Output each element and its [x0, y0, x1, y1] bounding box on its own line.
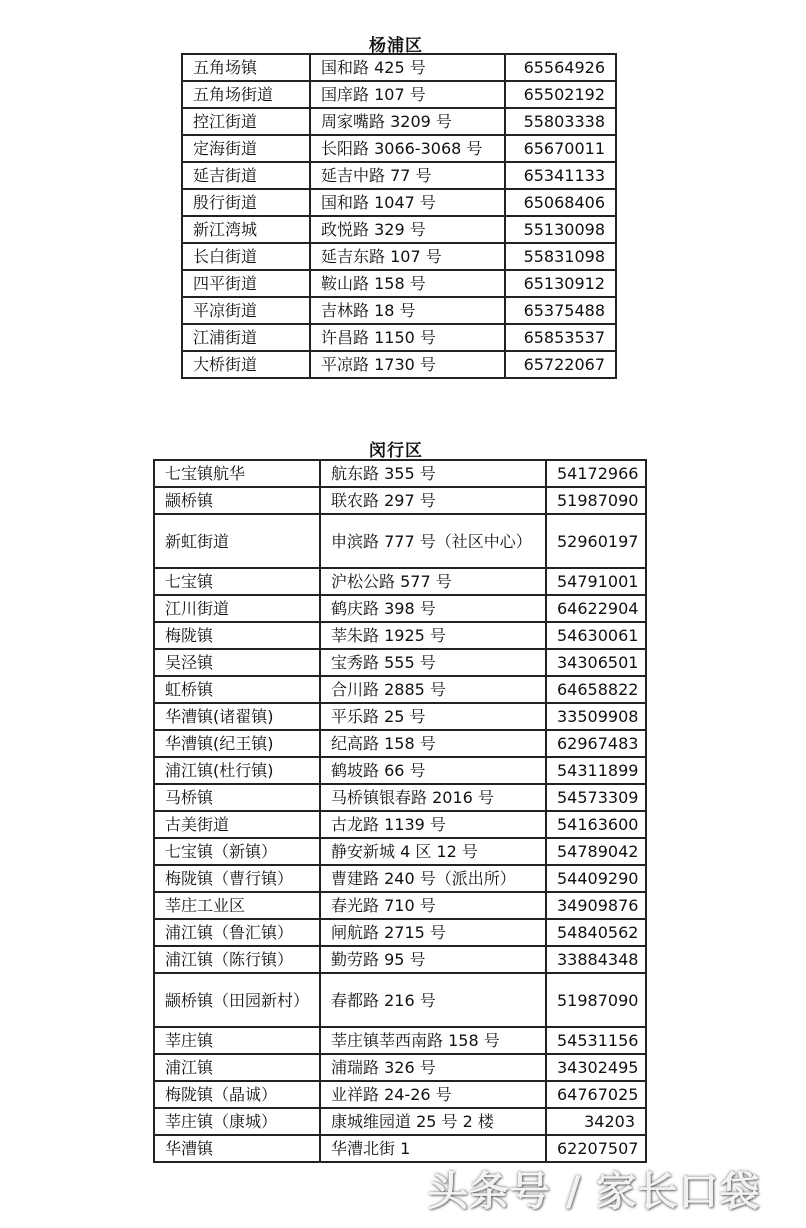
table-row: [182, 135, 616, 162]
name-cell: 七宝镇: [154, 568, 320, 595]
phone-cell: 65502192: [505, 81, 616, 108]
phone-cell: 54840562: [546, 919, 646, 946]
name-cell: 马桥镇: [154, 784, 320, 811]
address-cell: 平凉路 1730 号: [310, 351, 505, 378]
address-cell: 康城维园道 25 号 2 楼: [320, 1108, 546, 1135]
phone-cell: 55831098: [505, 243, 616, 270]
name-cell: 五角场镇: [182, 54, 310, 81]
phone-cell: 54172966: [546, 460, 646, 487]
address-cell: 沪松公路 577 号: [320, 568, 546, 595]
address-cell: 国庠路 107 号: [310, 81, 505, 108]
name-cell: 莘庄镇: [154, 1027, 320, 1054]
table-row: [182, 243, 616, 270]
address-cell: 莘庄镇莘西南路 158 号: [320, 1027, 546, 1054]
table-row: [154, 1081, 646, 1108]
address-cell: 平乐路 25 号: [320, 703, 546, 730]
phone-cell: 54573309: [546, 784, 646, 811]
table-row: [182, 216, 616, 243]
name-cell: 梅陇镇: [154, 622, 320, 649]
table-row: [154, 487, 646, 514]
yangpu-table: [181, 53, 617, 379]
name-cell: 华漕镇: [154, 1135, 320, 1162]
phone-cell: 34306501: [546, 649, 646, 676]
name-cell: 新虹街道: [154, 514, 320, 568]
watermark: 头条号 / 家长口袋: [428, 1169, 761, 1215]
table-row: [154, 595, 646, 622]
name-cell: 华漕镇(诸翟镇): [154, 703, 320, 730]
table-row: [182, 324, 616, 351]
phone-cell: 64622904: [546, 595, 646, 622]
name-cell: 梅陇镇（曹行镇）: [154, 865, 320, 892]
address-cell: 马桥镇银春路 2016 号: [320, 784, 546, 811]
name-cell: 浦江镇（鲁汇镇）: [154, 919, 320, 946]
address-cell: 勤劳路 95 号: [320, 946, 546, 973]
name-cell: 莘庄工业区: [154, 892, 320, 919]
table-row: [154, 703, 646, 730]
name-cell: 七宝镇航华: [154, 460, 320, 487]
table-row: [182, 108, 616, 135]
phone-cell: 54791001: [546, 568, 646, 595]
name-cell: 新江湾城: [182, 216, 310, 243]
phone-cell: 54163600: [546, 811, 646, 838]
table-row: [154, 1108, 646, 1135]
address-cell: 古龙路 1139 号: [320, 811, 546, 838]
address-cell: 政悦路 329 号: [310, 216, 505, 243]
table-row: [154, 811, 646, 838]
name-cell: 七宝镇（新镇）: [154, 838, 320, 865]
minhang-table: [153, 459, 647, 1163]
name-cell: 颛桥镇: [154, 487, 320, 514]
address-cell: 延吉东路 107 号: [310, 243, 505, 270]
table-row: [182, 162, 616, 189]
table-row: [154, 757, 646, 784]
address-cell: 鹤坡路 66 号: [320, 757, 546, 784]
address-cell: 华漕北街 1: [320, 1135, 546, 1162]
phone-cell: 34302495: [546, 1054, 646, 1081]
name-cell: 定海街道: [182, 135, 310, 162]
phone-cell: 54789042: [546, 838, 646, 865]
table-row: [154, 514, 646, 568]
address-cell: 延吉中路 77 号: [310, 162, 505, 189]
phone-cell: 54630061: [546, 622, 646, 649]
address-cell: 春都路 216 号: [320, 973, 546, 1027]
address-cell: 国和路 425 号: [310, 54, 505, 81]
address-cell: 长阳路 3066-3068 号: [310, 135, 505, 162]
name-cell: 江浦街道: [182, 324, 310, 351]
table-row: [154, 649, 646, 676]
name-cell: 华漕镇(纪王镇): [154, 730, 320, 757]
name-cell: 浦江镇: [154, 1054, 320, 1081]
phone-cell: 65068406: [505, 189, 616, 216]
phone-cell: 65564926: [505, 54, 616, 81]
phone-cell: 54311899: [546, 757, 646, 784]
name-cell: 长白街道: [182, 243, 310, 270]
name-cell: 大桥街道: [182, 351, 310, 378]
table-row: [154, 973, 646, 1027]
name-cell: 梅陇镇（晶诚）: [154, 1081, 320, 1108]
address-cell: 合川路 2885 号: [320, 676, 546, 703]
phone-cell: 33884348: [546, 946, 646, 973]
name-cell: 吴泾镇: [154, 649, 320, 676]
table-row: [154, 946, 646, 973]
phone-cell: 65722067: [505, 351, 616, 378]
phone-cell: 51987090: [546, 973, 646, 1027]
minhang-title: 闵行区: [369, 441, 423, 461]
address-cell: 春光路 710 号: [320, 892, 546, 919]
phone-cell: 55130098: [505, 216, 616, 243]
table-row: [154, 622, 646, 649]
phone-cell: 65853537: [505, 324, 616, 351]
phone-cell: 62207507: [546, 1135, 646, 1162]
table-row: [154, 865, 646, 892]
name-cell: 浦江镇（陈行镇）: [154, 946, 320, 973]
name-cell: 江川街道: [154, 595, 320, 622]
table-row: [154, 784, 646, 811]
address-cell: 纪高路 158 号: [320, 730, 546, 757]
address-cell: 静安新城 4 区 12 号: [320, 838, 546, 865]
phone-cell: 52960197: [546, 514, 646, 568]
phone-cell: 55803338: [505, 108, 616, 135]
address-cell: 周家嘴路 3209 号: [310, 108, 505, 135]
table-row: [182, 270, 616, 297]
address-cell: 闸航路 2715 号: [320, 919, 546, 946]
name-cell: 五角场街道: [182, 81, 310, 108]
address-cell: 许昌路 1150 号: [310, 324, 505, 351]
address-cell: 鹤庆路 398 号: [320, 595, 546, 622]
name-cell: 虹桥镇: [154, 676, 320, 703]
table-row: [154, 1054, 646, 1081]
address-cell: 联农路 297 号: [320, 487, 546, 514]
phone-cell: 65341133: [505, 162, 616, 189]
address-cell: 业祥路 24-26 号: [320, 1081, 546, 1108]
phone-cell: 34203: [546, 1108, 646, 1135]
address-cell: 吉林路 18 号: [310, 297, 505, 324]
table-row: [154, 1135, 646, 1162]
address-cell: 鞍山路 158 号: [310, 270, 505, 297]
table-row: [154, 676, 646, 703]
address-cell: 莘朱路 1925 号: [320, 622, 546, 649]
table-row: [154, 730, 646, 757]
table-row: [154, 838, 646, 865]
phone-cell: 54531156: [546, 1027, 646, 1054]
name-cell: 四平街道: [182, 270, 310, 297]
address-cell: 申滨路 777 号（社区中心）: [320, 514, 546, 568]
phone-cell: 34909876: [546, 892, 646, 919]
phone-cell: 62967483: [546, 730, 646, 757]
address-cell: 航东路 355 号: [320, 460, 546, 487]
table-row: [182, 297, 616, 324]
name-cell: 颛桥镇（田园新村）: [154, 973, 320, 1027]
phone-cell: 51987090: [546, 487, 646, 514]
name-cell: 延吉街道: [182, 162, 310, 189]
phone-cell: 64767025: [546, 1081, 646, 1108]
table-row: [182, 81, 616, 108]
phone-cell: 65670011: [505, 135, 616, 162]
name-cell: 浦江镇(杜行镇): [154, 757, 320, 784]
phone-cell: 65375488: [505, 297, 616, 324]
name-cell: 殷行街道: [182, 189, 310, 216]
name-cell: 控江街道: [182, 108, 310, 135]
phone-cell: 54409290: [546, 865, 646, 892]
table-row: [154, 1027, 646, 1054]
phone-cell: 33509908: [546, 703, 646, 730]
table-row: [154, 460, 646, 487]
table-row: [182, 54, 616, 81]
name-cell: 莘庄镇（康城）: [154, 1108, 320, 1135]
address-cell: 浦瑞路 326 号: [320, 1054, 546, 1081]
phone-cell: 65130912: [505, 270, 616, 297]
table-row: [154, 919, 646, 946]
table-row: [154, 568, 646, 595]
phone-cell: 64658822: [546, 676, 646, 703]
yangpu-title: 杨浦区: [369, 36, 423, 56]
address-cell: 曹建路 240 号（派出所）: [320, 865, 546, 892]
table-row: [182, 189, 616, 216]
table-row: [182, 351, 616, 378]
name-cell: 平凉街道: [182, 297, 310, 324]
address-cell: 宝秀路 555 号: [320, 649, 546, 676]
address-cell: 国和路 1047 号: [310, 189, 505, 216]
name-cell: 古美街道: [154, 811, 320, 838]
table-row: [154, 892, 646, 919]
